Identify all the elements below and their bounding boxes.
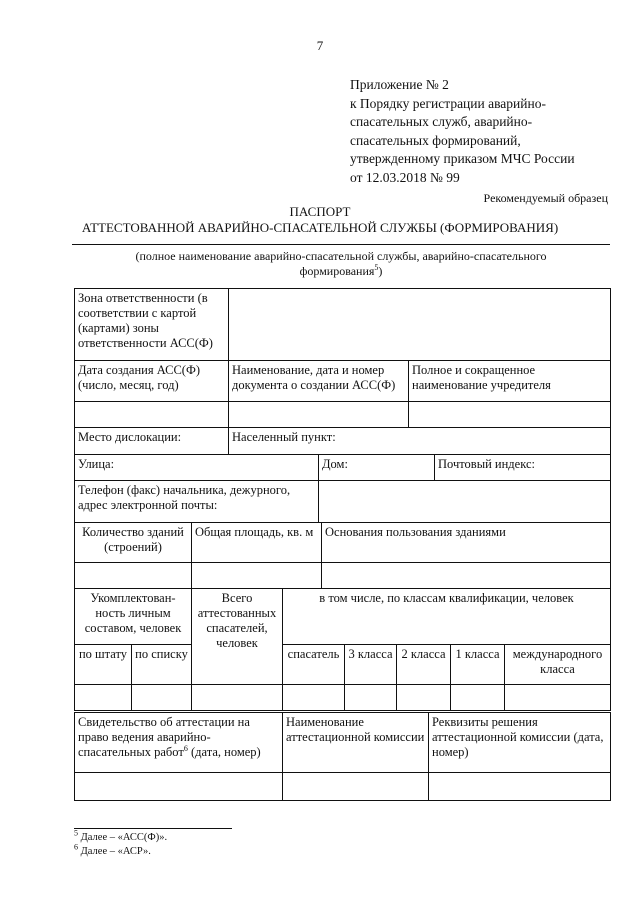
total-area-label: Общая площадь, кв. м xyxy=(192,523,322,563)
name-fill-line[interactable] xyxy=(72,244,610,245)
name-caption-line1: (полное наименование аварийно-спасательной службы, аварийно-спасательного xyxy=(135,249,547,263)
name-caption-end: ) xyxy=(378,263,383,278)
certificate-table xyxy=(74,712,611,801)
footnote-ref: 6 xyxy=(183,743,188,753)
document-title: ПАСПОРТ xyxy=(289,204,351,219)
usage-basis-cell[interactable] xyxy=(322,563,611,589)
class-3-label: 3 класса xyxy=(345,645,397,685)
footnote-ref: 5 xyxy=(74,828,78,838)
by-list-cell[interactable] xyxy=(132,685,192,711)
house-label[interactable]: Дом: xyxy=(319,455,435,481)
class-2-label: 2 класса xyxy=(397,645,451,685)
name-caption-line2: формирования xyxy=(299,263,375,278)
footnote-ref: 6 xyxy=(74,842,78,852)
certificate-text: Свидетельство об аттестации на право ведения аварийно-спасательных работ xyxy=(78,715,250,759)
class-2-cell[interactable] xyxy=(397,685,451,711)
certificate-text-end: (дата, номер) xyxy=(187,745,261,759)
zone-value-cell[interactable] xyxy=(229,289,611,361)
usage-basis-label: Основания пользования зданиями xyxy=(322,523,611,563)
footnote-text: Далее – «АСР». xyxy=(78,846,151,857)
appendix-line: Приложение № 2 xyxy=(350,77,449,92)
class-intl-label: международного класса xyxy=(505,645,611,685)
certificate-cell[interactable] xyxy=(75,773,283,801)
creation-doc-label: Наименование, дата и номер документа о создании АСС(Ф) xyxy=(229,361,409,402)
total-certified-label: Всего аттестованных спасателей, человек xyxy=(192,589,283,685)
creation-doc-cell[interactable] xyxy=(229,402,409,428)
class-1-label: 1 класса xyxy=(451,645,505,685)
phone-label: Телефон (факс) начальника, дежурного, адрес электронной почты: xyxy=(75,481,319,523)
staffing-label: Укомплектован-ность личным составом, человек xyxy=(75,589,192,645)
class-1-cell[interactable] xyxy=(451,685,505,711)
class-3-cell[interactable] xyxy=(345,685,397,711)
phone-cell[interactable] xyxy=(319,481,611,523)
appendix-line: утвержденному приказом МЧС России xyxy=(350,151,575,166)
appendix-header xyxy=(350,76,575,187)
by-staff-cell[interactable] xyxy=(75,685,132,711)
commission-name-cell[interactable] xyxy=(283,773,429,801)
class-rescuer-cell[interactable] xyxy=(283,685,345,711)
postal-code-label[interactable]: Почтовый индекс: xyxy=(435,455,611,481)
sample-label: Рекомендуемый образец xyxy=(483,191,608,205)
creation-date-label: Дата создания АСС(Ф) (число, месяц, год) xyxy=(75,361,229,402)
certificate-label xyxy=(75,713,283,773)
commission-decision-label: Реквизиты решения аттестационной комиссии (дата, номер) xyxy=(429,713,611,773)
class-rescuer-label: спасатель xyxy=(283,645,345,685)
appendix-line: спасательных служб, аварийно- xyxy=(350,114,533,129)
footnote-separator xyxy=(74,828,232,829)
commission-decision-cell[interactable] xyxy=(429,773,611,801)
footnote xyxy=(74,842,151,857)
document-subtitle: АТТЕСТОВАННОЙ АВАРИЙНО-СПАСАТЕЛЬНОЙ СЛУЖБЫ (ФОРМИРОВАНИЯ) xyxy=(81,220,559,235)
passport-table-top xyxy=(74,288,611,455)
staffing-table xyxy=(74,588,611,711)
buildings-table xyxy=(74,522,611,589)
buildings-count-label: Количество зданий (строений) xyxy=(75,523,192,563)
footnote-text: Далее – «АСС(Ф)». xyxy=(78,832,168,843)
by-list-label: по списку xyxy=(132,645,192,685)
page-number: 7 xyxy=(316,38,324,53)
street-label[interactable]: Улица: xyxy=(75,455,319,481)
buildings-count-cell[interactable] xyxy=(75,563,192,589)
commission-name-label: Наименование аттестационной комиссии xyxy=(283,713,429,773)
founder-label: Полное и сокращенное наименование учредителя xyxy=(409,361,611,402)
appendix-line: от 12.03.2018 № 99 xyxy=(350,169,460,185)
by-class-label: в том числе, по классам квалификации, человек xyxy=(283,589,611,645)
total-area-cell[interactable] xyxy=(192,563,322,589)
zone-label: Зона ответственности (в соответствии с картой (картами) зоны ответственности АСС(Ф) xyxy=(75,289,229,361)
address-table xyxy=(74,454,611,523)
footnote xyxy=(74,828,168,843)
by-staff-label: по штату xyxy=(75,645,132,685)
footnote-ref: 5 xyxy=(374,262,379,272)
class-intl-cell[interactable] xyxy=(505,685,611,711)
founder-cell[interactable] xyxy=(409,402,611,428)
appendix-line: спасательных формирований, xyxy=(350,132,521,148)
settlement-label[interactable]: Населенный пункт: xyxy=(229,428,611,455)
creation-date-cell[interactable] xyxy=(75,402,229,428)
location-label: Место дислокации: xyxy=(75,428,229,455)
name-caption xyxy=(72,249,610,278)
appendix-line: к Порядку регистрации аварийно- xyxy=(350,95,546,111)
total-certified-cell[interactable] xyxy=(192,685,283,711)
